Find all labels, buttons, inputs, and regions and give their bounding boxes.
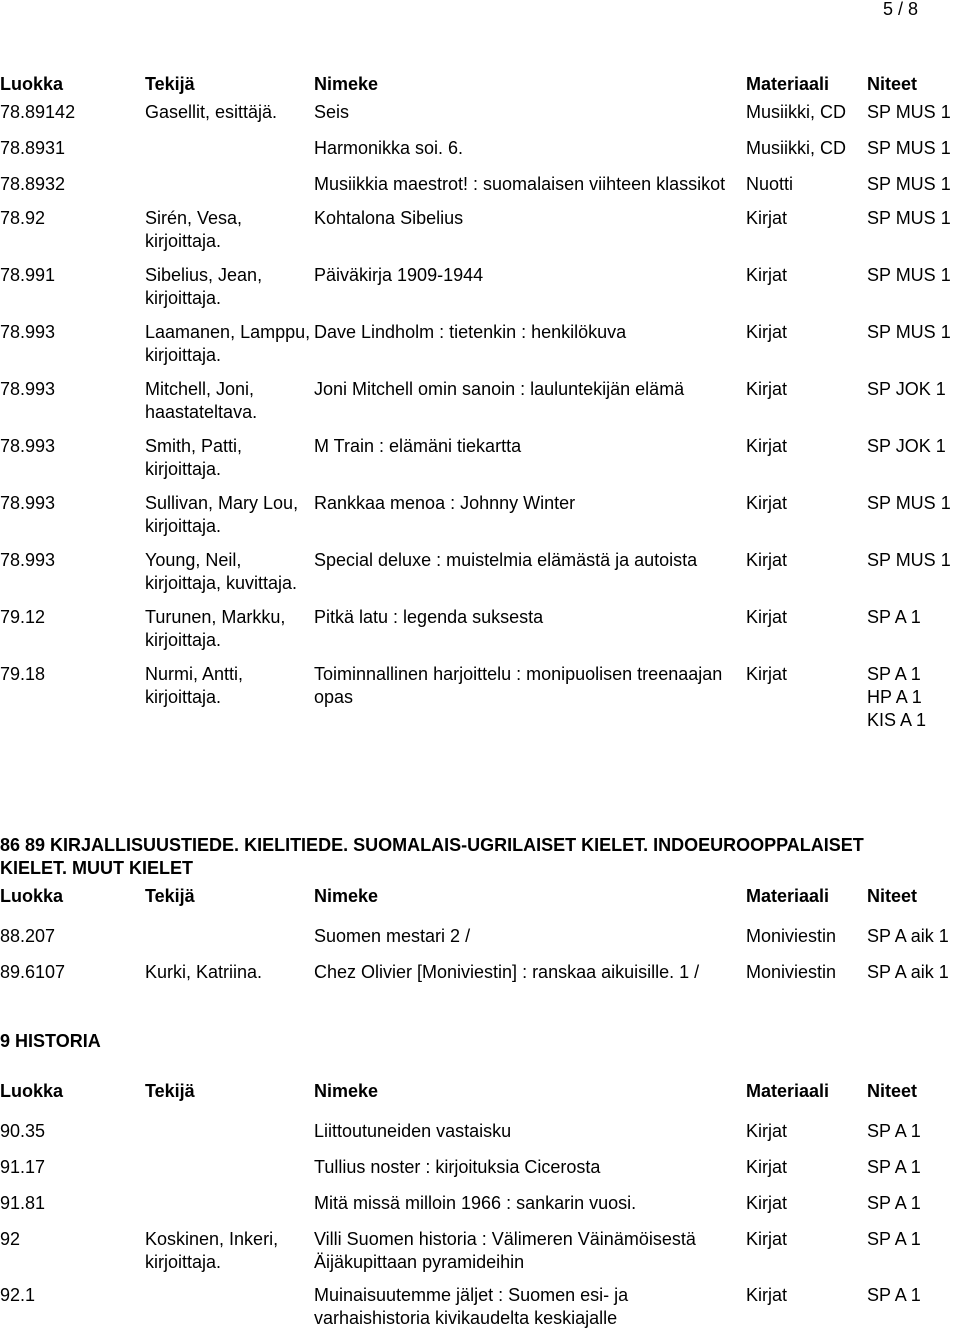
nide-entry: SP MUS 1 [867,322,951,342]
header-materiaali: Materiaali [746,74,830,94]
table-row [0,925,960,948]
cell-materiaali: Kirjat [746,607,788,627]
header-niteet: Niteet [867,74,918,94]
table-header [0,73,960,96]
cell-tekija: Sirén, Vesa, kirjoittaja. [145,208,243,251]
cell-niteet [867,1284,921,1330]
table-row [0,435,960,481]
table-row [0,961,960,984]
cell-nimeke: Harmonikka soi. 6. [314,138,464,158]
cell-luokka: 91.17 [0,1157,46,1177]
cell-nimeke: Chez Olivier [Moniviestin] : ranskaa aikuisille. 1 / [314,962,700,982]
cell-tekija: Nurmi, Antti, kirjoittaja. [145,664,244,707]
cell-materiaali: Kirjat [746,1157,788,1177]
header-niteet: Niteet [867,1081,918,1101]
cell-luokka: 91.81 [0,1193,46,1213]
table-row [0,207,960,253]
nide-entry: SP MUS 1 [867,174,951,194]
cell-materiaali: Kirjat [746,493,788,513]
nide-entry: SP JOK 1 [867,379,946,399]
cell-tekija: Turunen, Markku, kirjoittaja. [145,607,286,650]
cell-niteet [867,492,951,538]
nide-entry: SP A 1 [867,1285,921,1305]
cell-tekija [145,137,314,160]
cell-luokka: 78.993 [0,550,56,570]
cell-materiaali: Moniviestin [746,962,837,982]
table-row [0,492,960,538]
header-nimeke: Nimeke [314,886,379,906]
nide-entry: SP MUS 1 [867,208,951,228]
cell-luokka: 92.1 [0,1285,36,1305]
table-row [0,1228,960,1274]
cell-nimeke: Liittoutuneiden vastaisku [314,1121,512,1141]
nide-entry: SP MUS 1 [867,265,951,285]
cell-niteet [867,663,926,732]
cell-luokka: 90.35 [0,1121,46,1141]
table-row [0,1120,960,1143]
cell-tekija [145,1120,314,1143]
cell-niteet [867,173,951,196]
header-luokka: Luokka [0,1081,64,1101]
header-luokka: Luokka [0,74,64,94]
cell-niteet [867,961,949,984]
cell-luokka: 78.993 [0,436,56,456]
cell-niteet [867,207,951,253]
cell-luokka: 89.6107 [0,962,66,982]
cell-nimeke: Suomen mestari 2 / [314,926,471,946]
cell-nimeke: Tullius noster : kirjoituksia Cicerosta [314,1157,601,1177]
cell-nimeke: Villi Suomen historia : Välimeren Väinämöisestä Äijäkupittaan pyramideihin [314,1229,696,1272]
nide-entry: SP A 1 [867,1193,921,1213]
table-header [0,885,960,908]
cell-niteet [867,549,951,595]
table-row [0,606,960,652]
cell-materiaali: Kirjat [746,1285,788,1305]
cell-nimeke: Rankkaa menoa : Johnny Winter [314,493,576,513]
cell-tekija: Young, Neil, kirjoittaja, kuvittaja. [145,550,298,593]
cell-materiaali: Musiikki, CD [746,138,847,158]
cell-tekija: Kurki, Katriina. [145,962,263,982]
table-header [0,1080,960,1103]
table-row [0,264,960,310]
cell-luokka: 78.8931 [0,138,66,158]
nide-entry: SP A 1 [867,607,921,627]
cell-luokka: 88.207 [0,926,56,946]
nide-entry: SP A 1 [867,1229,921,1249]
cell-nimeke: Päiväkirja 1909-1944 [314,265,484,285]
cell-materiaali: Kirjat [746,322,788,342]
cell-materiaali: Kirjat [746,1193,788,1213]
cell-luokka: 79.12 [0,607,46,627]
cell-niteet [867,1228,921,1274]
cell-niteet [867,321,951,367]
cell-nimeke: Musiikkia maestrot! : suomalaisen viihteen klassikot [314,174,726,194]
header-nimeke: Nimeke [314,74,379,94]
cell-niteet [867,1156,921,1179]
table-row [0,1156,960,1179]
section-title-history: 9 HISTORIA [0,1031,101,1051]
cell-materiaali: Kirjat [746,208,788,228]
cell-nimeke: Mitä missä milloin 1966 : sankarin vuosi. [314,1193,637,1213]
table-row [0,1284,960,1330]
cell-niteet [867,925,949,948]
table-row [0,173,960,196]
nide-entry: KIS A 1 [867,710,927,730]
history-table [0,1080,960,1330]
nide-entry: SP A aik 1 [867,926,949,946]
cell-nimeke: Joni Mitchell omin sanoin : lauluntekijän elämä [314,379,685,399]
cell-tekija: Mitchell, Joni, haastateltava. [145,379,258,422]
nide-entry: SP MUS 1 [867,550,951,570]
cell-tekija [145,1156,314,1179]
cell-materiaali: Kirjat [746,1121,788,1141]
cell-tekija: Sullivan, Mary Lou, kirjoittaja. [145,493,299,536]
cell-nimeke: Muinaisuutemme jäljet : Suomen esi- ja varhaishistoria kivikaudelta keskiajalle [314,1285,629,1328]
table-body [0,925,960,984]
cell-tekija: Sibelius, Jean, kirjoittaja. [145,265,263,308]
cell-luokka: 78.993 [0,493,56,513]
cell-nimeke: M Train : elämäni tiekartta [314,436,522,456]
cell-tekija [145,173,314,196]
cell-luokka: 78.89142 [0,102,76,122]
nide-entry: SP JOK 1 [867,436,946,456]
cell-luokka: 78.8932 [0,174,66,194]
header-niteet: Niteet [867,886,918,906]
header-tekija: Tekijä [145,1081,195,1101]
header-luokka: Luokka [0,886,64,906]
cell-niteet [867,264,951,310]
cell-materiaali: Kirjat [746,379,788,399]
cell-materiaali: Kirjat [746,1229,788,1249]
cell-materiaali: Kirjat [746,550,788,570]
table-row [0,378,960,424]
section-title-languages: 86 89 KIRJALLISUUSTIEDE. KIELITIEDE. SUOMALAIS-UGRILAISET KIELET. INDOEUROOPPALAISET KIELET. MUUT KIELET [0,835,864,878]
cell-tekija [145,925,314,948]
nide-entry: SP A 1 [867,664,921,684]
cell-nimeke: Seis [314,102,350,122]
cell-tekija: Smith, Patti, kirjoittaja. [145,436,243,479]
cell-nimeke: Dave Lindholm : tietenkin : henkilökuva [314,322,627,342]
cell-luokka: 78.92 [0,208,46,228]
cell-tekija: Koskinen, Inkeri, kirjoittaja. [145,1229,279,1272]
nide-entry: SP MUS 1 [867,138,951,158]
cell-niteet [867,1120,921,1143]
cell-luokka: 78.993 [0,379,56,399]
cell-niteet [867,435,946,481]
cell-materiaali: Moniviestin [746,926,837,946]
cell-luokka: 78.991 [0,265,56,285]
header-materiaali: Materiaali [746,1081,830,1101]
cell-tekija: Gasellit, esittäjä. [145,102,278,122]
nide-entry: SP A aik 1 [867,962,949,982]
cell-niteet [867,101,951,124]
table-row [0,549,960,595]
cell-luokka: 92 [0,1229,21,1249]
nide-entry: SP A 1 [867,1157,921,1177]
header-tekija: Tekijä [145,74,195,94]
cell-tekija [145,1192,314,1215]
header-tekija: Tekijä [145,886,195,906]
cell-materiaali: Kirjat [746,664,788,684]
header-materiaali: Materiaali [746,886,830,906]
cell-luokka: 79.18 [0,664,46,684]
nide-entry: SP MUS 1 [867,102,951,122]
languages-table [0,885,960,984]
header-nimeke: Nimeke [314,1081,379,1101]
cell-niteet [867,137,951,160]
table-row [0,137,960,160]
nide-entry: SP MUS 1 [867,493,951,513]
cell-nimeke: Pitkä latu : legenda suksesta [314,607,544,627]
table-row [0,1192,960,1215]
cell-tekija: Laamanen, Lamppu, kirjoittaja. [145,322,311,365]
cell-materiaali: Musiikki, CD [746,102,847,122]
table-row [0,663,960,732]
cell-niteet [867,1192,921,1215]
music-table [0,73,960,732]
cell-materiaali: Nuotti [746,174,794,194]
cell-niteet [867,378,946,424]
table-body [0,101,960,732]
cell-luokka: 78.993 [0,322,56,342]
cell-tekija [145,1284,314,1330]
cell-niteet [867,606,921,652]
cell-nimeke: Special deluxe : muistelmia elämästä ja autoista [314,550,698,570]
cell-materiaali: Kirjat [746,265,788,285]
table-row [0,321,960,367]
cell-materiaali: Kirjat [746,436,788,456]
cell-nimeke: Toiminnallinen harjoittelu : monipuolisen treenaajan opas [314,664,723,707]
table-body [0,1120,960,1330]
cell-nimeke: Kohtalona Sibelius [314,208,464,228]
nide-entry: HP A 1 [867,687,922,707]
table-row [0,101,960,124]
nide-entry: SP A 1 [867,1121,921,1141]
page-number: 5 / 8 [882,0,918,19]
